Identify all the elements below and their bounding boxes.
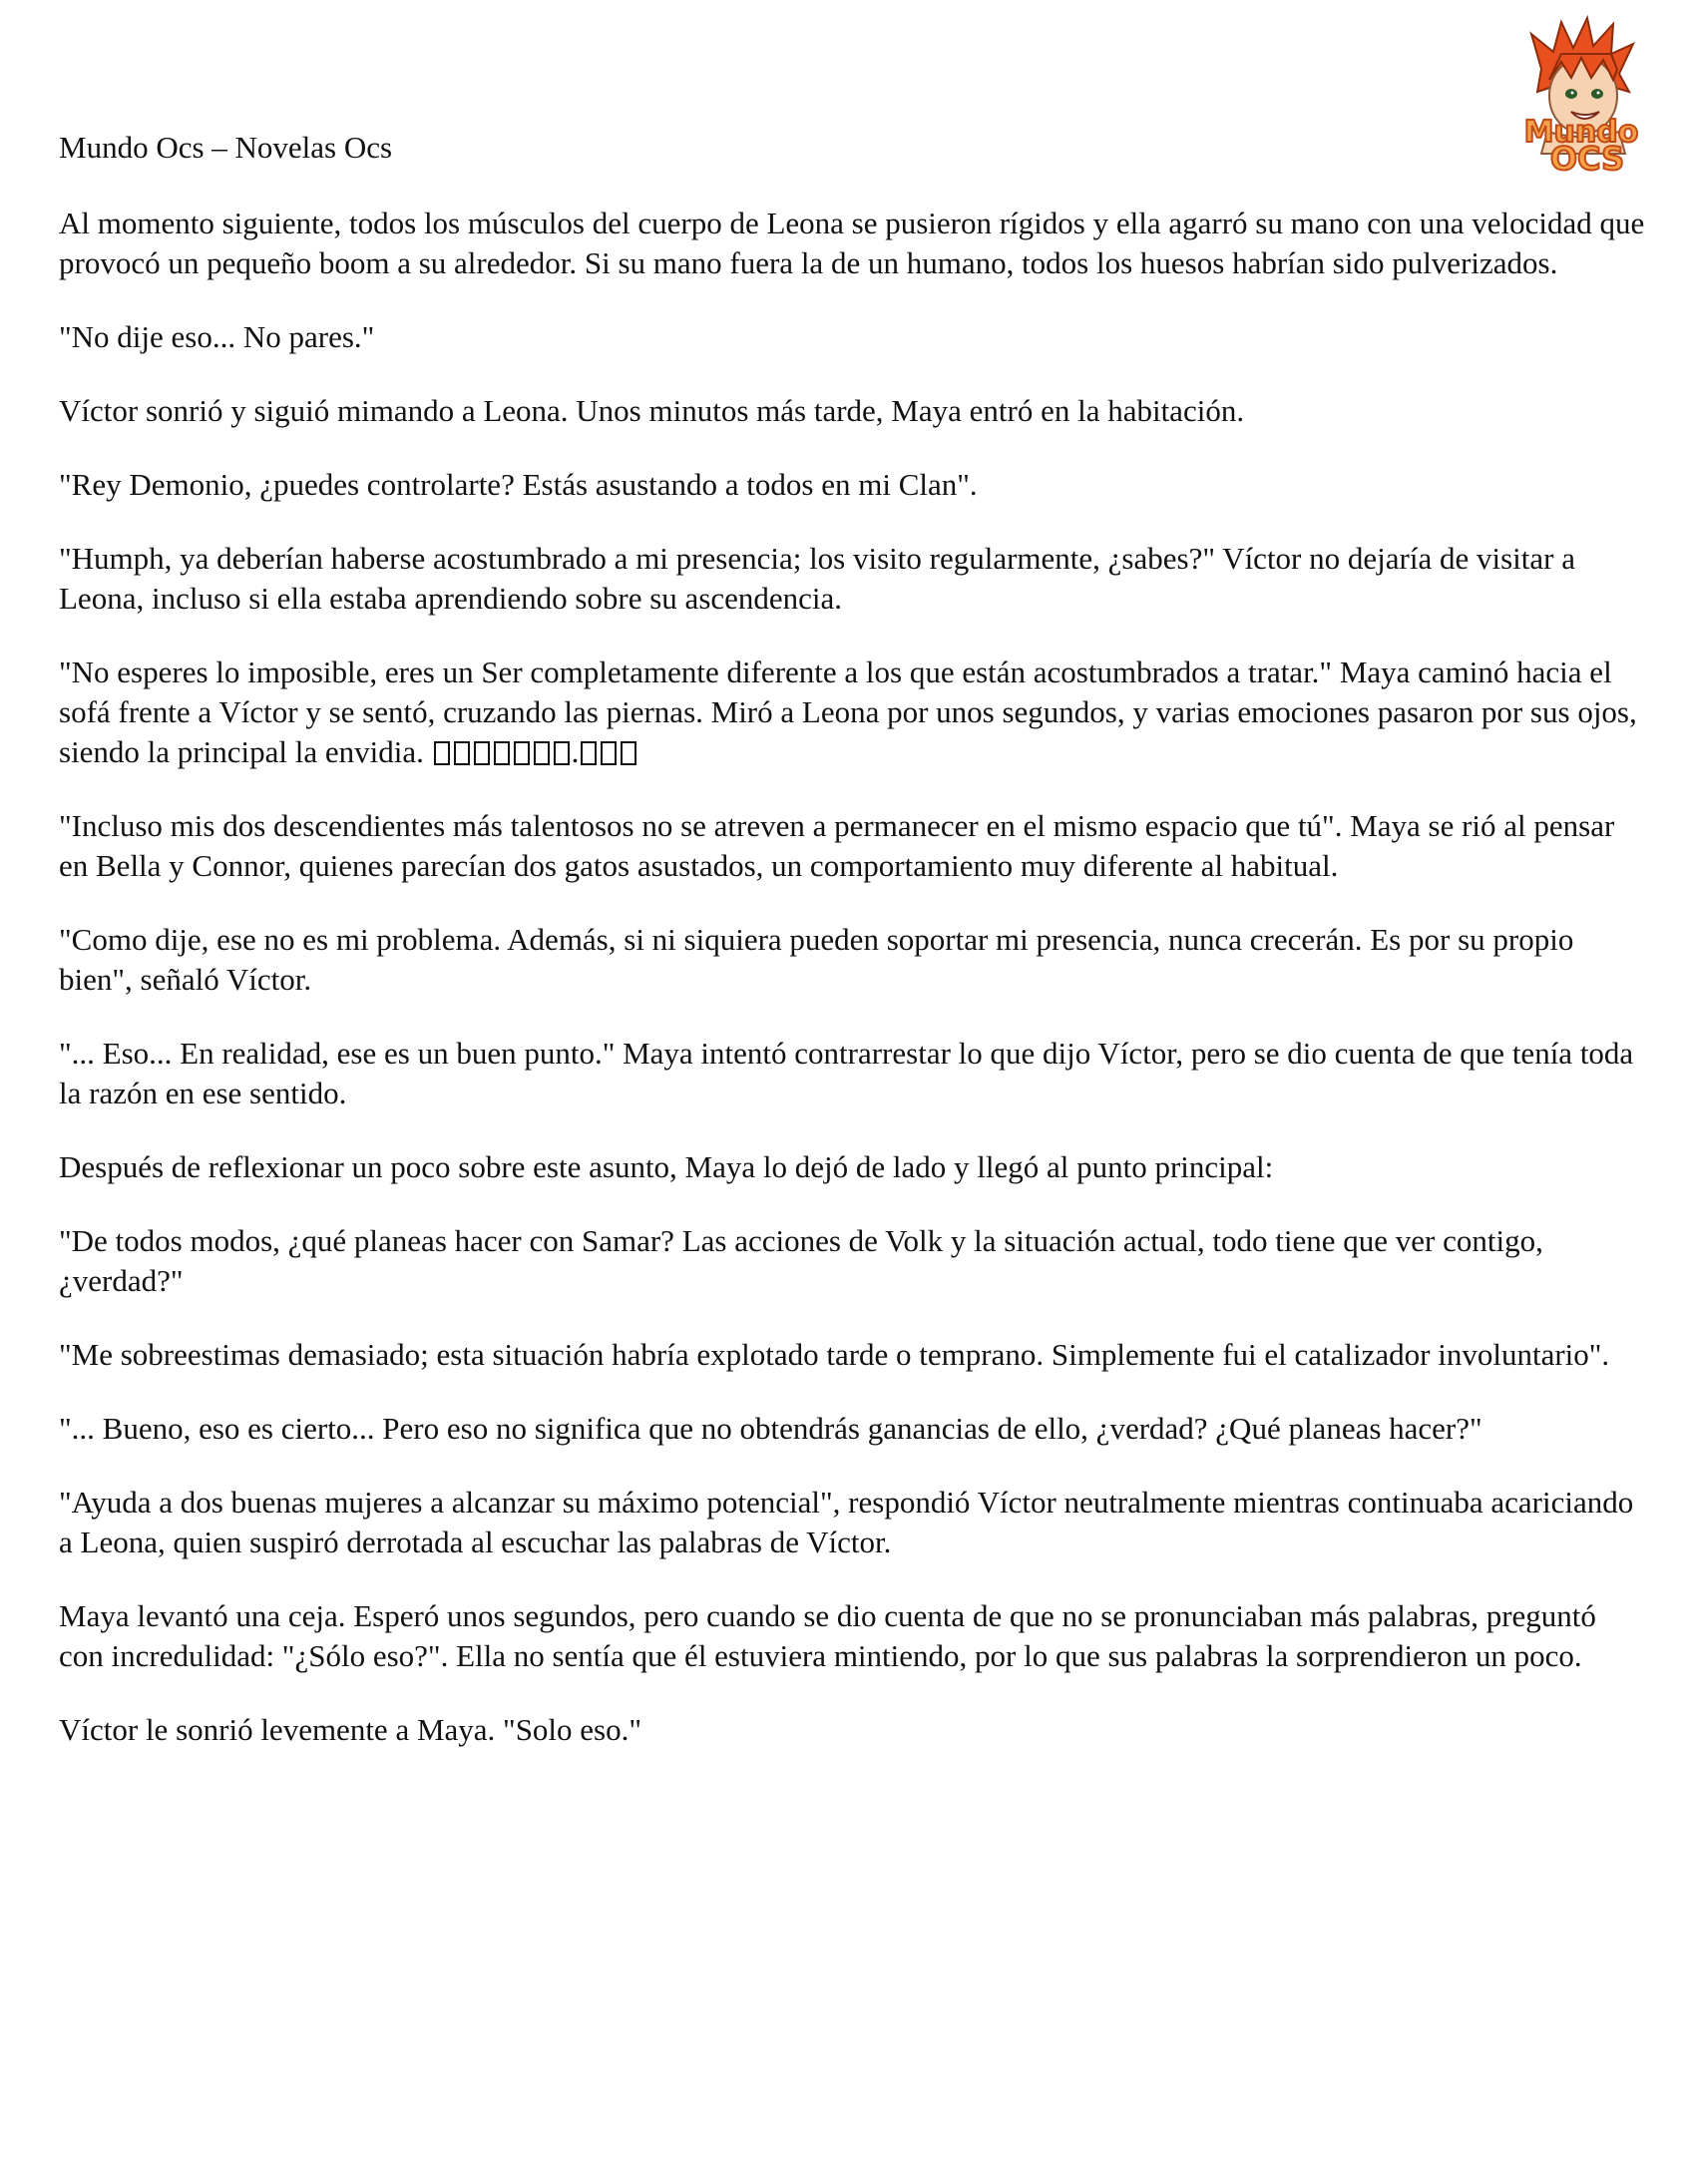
paragraph: "Como dije, ese no es mi problema. Además, si ni siquiera pueden soportar mi presencia, nunca crecerán. Es por su propio bien", señaló Víctor.: [59, 922, 1574, 997]
paragraph: Al momento siguiente, todos los músculos del cuerpo de Leona se pusieron rígidos y ella agarró su mano con una velocidad que provocó un pequeño boom a su alrededor. Si su mano fuera la de un humano, todos los huesos habrían sido pulverizados.: [59, 206, 1645, 280]
missing-glyph-icon: [554, 741, 570, 765]
missing-glyph-icon: [454, 741, 470, 765]
logo-text-mundo: Mundo: [1523, 115, 1639, 150]
missing-glyph-icon: [581, 741, 597, 765]
missing-glyph-icon: [434, 741, 450, 765]
document-body: [59, 204, 1645, 1784]
paragraph: "No dije eso... No pares.": [59, 319, 375, 354]
missing-glyph-icon: [621, 741, 636, 765]
missing-glyph-icon: [494, 741, 510, 765]
missing-glyph-icon: [474, 741, 490, 765]
paragraph-text: "No esperes lo imposible, eres un Ser completamente diferente a los que están acostumbrados a tratar." Maya caminó hacia el sofá frente a Víctor y se sentó, cruzando las piernas. Miró a Leona por unos segundos, y varias emociones pasaron por sus ojos, siendo la principal la envidia.: [59, 655, 1637, 769]
paragraph: Maya levantó una ceja. Esperó unos segundos, pero cuando se dio cuenta de que no se pronunciaban más palabras, preguntó con incredulidad: "¿Sólo eso?". Ella no sentía que él estuviera mintiendo, por lo que sus palabras la sorprendieron un poco.: [59, 1598, 1596, 1673]
paragraph: "Me sobreestimas demasiado; esta situación habría explotado tarde o temprano. Simplemente fui el catalizador involuntario".: [59, 1337, 1610, 1372]
logo-text-ocs: OCS: [1549, 140, 1625, 174]
missing-glyph-icon: [601, 741, 617, 765]
paragraph: "... Eso... En realidad, ese es un buen punto." Maya intentó contrarrestar lo que dijo Víctor, pero se dio cuenta de que tenía toda la razón en ese sentido.: [59, 1036, 1634, 1110]
paragraph: Víctor le sonrió levemente a Maya. "Solo eso.": [59, 1712, 642, 1747]
paragraph: "... Bueno, eso es cierto... Pero eso no significa que no obtendrás ganancias de ello, ¿verdad? ¿Qué planeas hacer?": [59, 1411, 1482, 1446]
paragraph: "Incluso mis dos descendientes más talentosos no se atreven a permanecer en el mismo espacio que tú". Maya se rió al pensar en Bella y Connor, quienes parecían dos gatos asustados, un comportamiento muy diferente al habitual.: [59, 808, 1615, 883]
page-header-title: Mundo Ocs – Novelas Ocs: [59, 130, 393, 165]
paragraph: "Humph, ya deberían haberse acostumbrado a mi presencia; los visito regularmente, ¿sabes?" Víctor no dejaría de visitar a Leona, incluso si ella estaba aprendiendo sobre su ascendencia.: [59, 541, 1575, 616]
mundo-ocs-logo: [1501, 14, 1661, 174]
paragraph: Víctor sonrió y siguió mimando a Leona. Unos minutos más tarde, Maya entró en la habitación.: [59, 393, 1245, 428]
paragraph: "Ayuda a dos buenas mujeres a alcanzar su máximo potencial", respondió Víctor neutralmente mientras continuaba acariciando a Leona, quien suspiró derrotada al escuchar las palabras de Víctor.: [59, 1485, 1634, 1559]
paragraph: Después de reflexionar un poco sobre este asunto, Maya lo dejó de lado y llegó al punto principal:: [59, 1149, 1274, 1184]
missing-glyph-icon: [534, 741, 550, 765]
paragraph: "Rey Demonio, ¿puedes controlarte? Estás asustando a todos en mi Clan".: [59, 467, 978, 502]
missing-glyph-icon: [514, 741, 530, 765]
paragraph-with-missing-glyphs: "No esperes lo imposible, eres un Ser completamente diferente a los que están acostumbrados a tratar." Maya caminó hacia el sofá frente a Víctor y se sentó, cruzando las piernas. Miró a Leona por unos segundos, y varias emociones pasaron por sus ojos, siendo la principal la envidia. .: [59, 655, 1637, 769]
paragraph: "De todos modos, ¿qué planeas hacer con Samar? Las acciones de Volk y la situación actual, todo tiene que ver contigo, ¿verdad?": [59, 1223, 1543, 1298]
